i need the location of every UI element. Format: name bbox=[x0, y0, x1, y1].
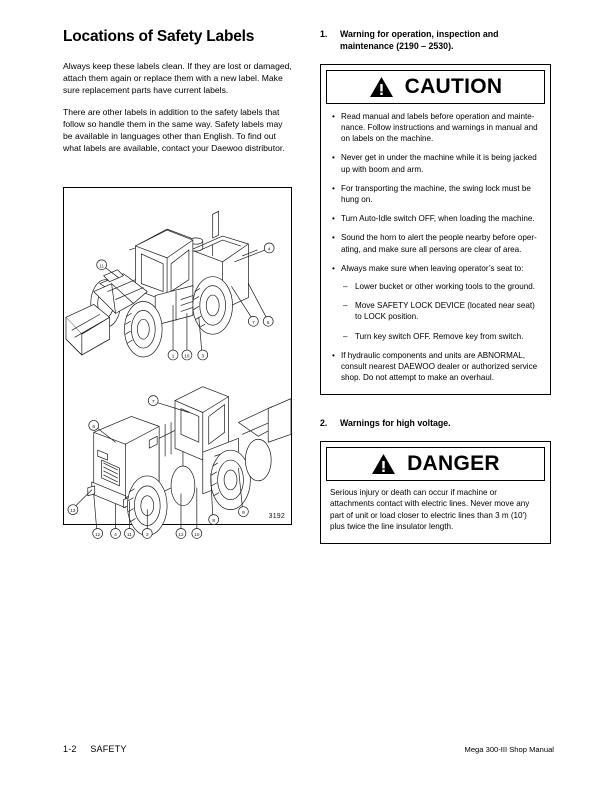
sub-list-item-text: Turn key switch OFF. Remove key from switch. bbox=[355, 331, 524, 341]
svg-text:12: 12 bbox=[178, 531, 184, 537]
footer-left bbox=[63, 744, 127, 754]
svg-text:9: 9 bbox=[242, 511, 245, 517]
sub-list-item bbox=[341, 300, 540, 322]
caution-sub-list bbox=[341, 281, 540, 342]
svg-text:7: 7 bbox=[151, 400, 155, 406]
caution-word: CAUTION bbox=[404, 75, 503, 99]
sub-list-item-text: Move SAFETY LOCK DEVICE (located near seat) to LOCK position. bbox=[355, 301, 535, 322]
svg-text:8: 8 bbox=[212, 519, 216, 525]
svg-text:11: 11 bbox=[127, 531, 132, 537]
danger-banner bbox=[326, 447, 545, 481]
intro-paragraph-1: Always keep these labels clean. If they are lost or damaged, attach them again or replace them with a new label. Make sure replacement parts have current labels. bbox=[63, 60, 292, 95]
danger-word: DANGER bbox=[407, 452, 500, 476]
warning-triangle-icon bbox=[371, 453, 396, 475]
svg-text:6: 6 bbox=[92, 424, 96, 430]
svg-text:5: 5 bbox=[266, 320, 270, 326]
list-item-text: Always make sure when leaving operator’s seat to: bbox=[341, 263, 524, 273]
sub-list-item bbox=[341, 281, 540, 292]
section-1-title: Warning for operation, inspection and maintenance (2190 – 2530). bbox=[340, 29, 499, 52]
list-item-text: Read manual and labels before operation and mainte-nance. Follow instructions and warnings in manual and on labels on the machine. bbox=[341, 111, 538, 144]
list-item-text: Sound the horn to alert the people nearby before oper-ating, and make sure all persons are clear of area. bbox=[341, 233, 537, 254]
list-item-text: If hydraulic components and units are ABNORMAL, consult nearest DAEWOO dealer or authorized service shop. Do not attempt to make an overhaul. bbox=[341, 350, 538, 383]
section-2-heading bbox=[320, 417, 551, 429]
svg-text:12: 12 bbox=[95, 531, 101, 537]
list-item bbox=[330, 263, 540, 342]
safety-label-locations-figure bbox=[63, 187, 292, 538]
svg-text:2: 2 bbox=[145, 532, 149, 538]
bullet-marker: • bbox=[332, 263, 335, 273]
list-item bbox=[330, 111, 540, 145]
warning-triangle-icon bbox=[369, 76, 394, 98]
dash-marker: – bbox=[343, 282, 348, 292]
footer-manual-title: Mega 300-III Shop Manual bbox=[464, 745, 554, 754]
svg-text:13: 13 bbox=[70, 508, 76, 514]
page-title: Locations of Safety Labels bbox=[63, 28, 255, 45]
svg-text:10: 10 bbox=[184, 353, 190, 359]
page-footer bbox=[63, 744, 554, 754]
footer-chapter: SAFETY bbox=[90, 744, 127, 754]
danger-body-text: Serious injury or death can occur if machine or attachments contact with electric lines. Never move any part of unit or load closer to electric lines than 3 m (10′) plus twice the line insulator length. bbox=[330, 487, 530, 532]
bullet-marker: • bbox=[332, 350, 335, 360]
svg-text:10: 10 bbox=[194, 531, 200, 537]
list-item bbox=[330, 350, 540, 384]
footer-page-number: 1-2 bbox=[63, 744, 77, 754]
intro-paragraph-2: There are other labels in addition to the safety labels that follow so handle them in the same way. Safety labels may be available in languages other than English. To find out what labels are available, contact your Daewoo distributor. bbox=[63, 106, 285, 154]
list-item-text: Never get in under the machine while it is being jacked up with boom and arm. bbox=[341, 153, 537, 174]
svg-text:4: 4 bbox=[267, 247, 271, 253]
list-item-text: For transporting the machine, the swing lock must be hung on. bbox=[341, 183, 531, 205]
right-column bbox=[320, 28, 551, 544]
section-2-number: 2. bbox=[320, 418, 328, 429]
caution-alert-box bbox=[320, 64, 551, 396]
bullet-marker: • bbox=[332, 183, 335, 193]
bullet-marker: • bbox=[332, 111, 335, 121]
sub-list-item bbox=[341, 331, 540, 342]
caution-bullet-list bbox=[330, 111, 540, 384]
caution-banner bbox=[326, 70, 545, 104]
list-item bbox=[330, 213, 540, 224]
bullet-marker: • bbox=[332, 233, 335, 243]
wheel-loader-illustration bbox=[64, 188, 291, 538]
list-item-text: Turn Auto-Idle switch OFF, when loading the machine. bbox=[341, 214, 535, 224]
svg-text:1: 1 bbox=[171, 354, 175, 360]
svg-text:3: 3 bbox=[201, 354, 205, 360]
list-item bbox=[330, 183, 540, 205]
svg-text:7: 7 bbox=[251, 320, 255, 326]
left-column bbox=[63, 28, 293, 164]
figure-number: 3192 bbox=[268, 513, 285, 520]
dash-marker: – bbox=[343, 331, 348, 341]
sub-list-item-text: Lower bucket or other working tools to the ground. bbox=[355, 282, 535, 292]
section-1-number: 1. bbox=[320, 29, 328, 39]
list-item bbox=[330, 232, 540, 254]
svg-text:4: 4 bbox=[114, 532, 117, 538]
svg-text:11: 11 bbox=[99, 263, 105, 269]
dash-marker: – bbox=[343, 301, 348, 311]
loader-lower-view bbox=[88, 387, 291, 536]
loader-upper-view bbox=[66, 211, 248, 360]
bullet-marker: • bbox=[332, 214, 335, 224]
section-2-title: Warnings for high voltage. bbox=[340, 418, 451, 429]
caution-body bbox=[326, 104, 545, 390]
danger-alert-box bbox=[320, 441, 551, 544]
section-1-heading bbox=[320, 28, 551, 53]
list-item bbox=[330, 152, 540, 174]
bullet-marker: • bbox=[332, 153, 335, 163]
section-spacer bbox=[320, 395, 551, 417]
